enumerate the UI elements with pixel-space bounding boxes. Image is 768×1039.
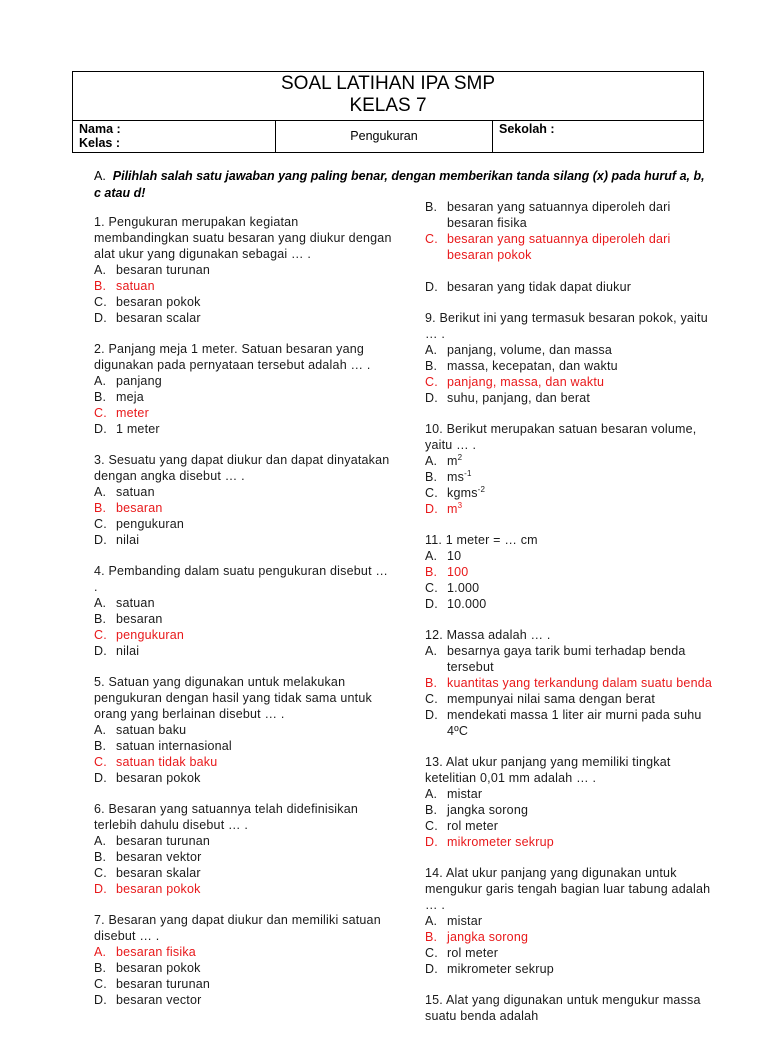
option-letter: D.	[425, 708, 438, 722]
option-letter: C.	[425, 486, 438, 500]
question-text: 3. Sesuatu yang dapat diukur dan dapat dinyatakan dengan angka disebut … .	[94, 453, 390, 483]
option-letter: B.	[94, 739, 107, 753]
question-block	[425, 532, 715, 612]
option-letter: C.	[94, 866, 107, 880]
question-text: 15. Alat yang digunakan untuk mengukur massa suatu benda adalah	[425, 993, 701, 1023]
question-block	[425, 865, 715, 977]
answer-option	[94, 500, 394, 516]
option-text: 1.000	[447, 581, 480, 595]
option-text: panjang, volume, dan massa	[447, 343, 613, 357]
question-block	[94, 674, 394, 786]
question-text: 4. Pembanding dalam suatu pengukuran disebut … .	[94, 564, 389, 594]
answer-option	[94, 262, 394, 278]
question-block	[425, 627, 715, 739]
question-block	[94, 563, 394, 659]
option-superscript: -2	[477, 485, 486, 494]
answer-option	[425, 548, 715, 564]
option-letter: C.	[94, 295, 107, 309]
answer-option	[94, 849, 394, 865]
question-block	[425, 754, 715, 850]
answer-option	[425, 786, 715, 802]
option-text: $m^3$	[447, 501, 463, 516]
answer-option	[425, 199, 715, 231]
option-text: besaran yang satuannya diperoleh dari besaran fisika	[447, 200, 671, 230]
option-letter: B.	[425, 930, 438, 944]
right-column	[425, 199, 715, 1039]
option-text: mendekati massa 1 liter air murni pada suhu 4ºC	[447, 708, 702, 738]
option-letter: D.	[425, 280, 438, 294]
option-letter: A.	[425, 454, 438, 468]
option-text: $m^2$	[447, 453, 463, 468]
option-text: satuan tidak baku	[116, 755, 218, 769]
option-letter: D.	[94, 993, 107, 1007]
kelas-label: Kelas :	[79, 136, 120, 150]
option-letter: A.	[94, 596, 107, 610]
answer-option	[425, 564, 715, 580]
option-text: mempunyai nilai sama dengan berat	[447, 692, 656, 706]
option-text: nilai	[116, 644, 140, 658]
answer-option	[425, 675, 715, 691]
option-letter: B.	[425, 676, 438, 690]
option-letter: D.	[94, 771, 107, 785]
option-letter: C.	[94, 755, 107, 769]
question-text: 13. Alat ukur panjang yang memiliki tingkat ketelitian 0,01 mm adalah … .	[425, 755, 671, 785]
question-text: 5. Satuan yang digunakan untuk melakukan pengukuran dengan hasil yang tidak sama untuk orang yang berlainan disebut … .	[94, 675, 372, 721]
option-text: rol meter	[447, 946, 499, 960]
answer-option	[425, 501, 715, 517]
answer-option	[425, 691, 715, 707]
answer-option	[94, 754, 394, 770]
instruction	[94, 168, 714, 202]
option-letter: A.	[94, 834, 107, 848]
option-text: besaran pokok	[116, 882, 201, 896]
option-letter: C.	[94, 628, 107, 642]
option-letter: D.	[94, 882, 107, 896]
option-letter: B.	[425, 565, 438, 579]
answer-option	[94, 992, 394, 1008]
option-letter: A.	[94, 485, 107, 499]
option-text: besaran vector	[116, 993, 202, 1007]
answer-option	[425, 374, 715, 390]
option-letter: B.	[425, 803, 438, 817]
question-block	[425, 992, 715, 1024]
info-row	[73, 121, 703, 153]
answer-option	[94, 421, 394, 437]
answer-option	[425, 961, 715, 977]
question-block	[94, 801, 394, 897]
answer-option	[425, 707, 715, 739]
question-block	[94, 912, 394, 1008]
option-letter: B.	[425, 200, 438, 214]
option-superscript: 3	[457, 501, 463, 510]
option-letter: D.	[425, 962, 438, 976]
option-text: rol meter	[447, 819, 499, 833]
right-questions	[425, 310, 715, 1024]
option-letter: A.	[94, 374, 107, 388]
question-text: 9. Berikut ini yang termasuk besaran pokok, yaitu … .	[425, 311, 708, 341]
answer-option	[94, 738, 394, 754]
option-text: panjang	[116, 374, 162, 388]
option-text: mistar	[447, 787, 483, 801]
answer-option	[94, 310, 394, 326]
option-superscript: 2	[457, 453, 463, 462]
option-superscript: -1	[464, 469, 472, 478]
answer-option	[425, 469, 715, 485]
section-letter: A.	[94, 169, 106, 183]
option-text: besaran pokok	[116, 961, 201, 975]
option-text: besaran	[116, 501, 163, 515]
option-text: satuan	[116, 485, 155, 499]
option-letter: B.	[94, 501, 107, 515]
option-letter: A.	[425, 644, 438, 658]
answer-option	[94, 976, 394, 992]
answer-option	[94, 833, 394, 849]
option-text: besaran fisika	[116, 945, 196, 959]
option-text: pengukuran	[116, 628, 185, 642]
answer-option	[94, 627, 394, 643]
option-letter: C.	[425, 692, 438, 706]
question-block	[94, 341, 394, 437]
option-letter: B.	[94, 612, 107, 626]
option-letter: D.	[94, 422, 107, 436]
answer-option	[425, 596, 715, 612]
answer-option	[94, 373, 394, 389]
answer-option	[94, 770, 394, 786]
option-letter: B.	[94, 279, 107, 293]
question-text: 1. Pengukuran merupakan kegiatan membandingkan suatu besaran yang diukur dengan alat ukur yang digunakan sebagai … .	[94, 215, 392, 261]
answer-option	[425, 342, 715, 358]
answer-option	[94, 944, 394, 960]
option-letter: D.	[425, 391, 438, 405]
question-block	[94, 452, 394, 548]
option-text: kgms$^{-2}$	[447, 485, 486, 500]
option-letter: D.	[94, 533, 107, 547]
question-text: 7. Besaran yang dapat diukur dan memiliki satuan disebut … .	[94, 913, 381, 943]
left-column	[94, 214, 394, 1023]
option-text: satuan	[116, 279, 155, 293]
option-text: besarnya gaya tarik bumi terhadap benda tersebut	[447, 644, 686, 674]
answer-option	[94, 405, 394, 421]
option-letter: C.	[425, 375, 438, 389]
answer-option	[94, 722, 394, 738]
answer-option	[425, 802, 715, 818]
answer-option	[425, 643, 715, 675]
option-letter: B.	[425, 470, 438, 484]
question-text: 12. Massa adalah … .	[425, 628, 551, 642]
topic-cell: Pengukuran	[276, 121, 493, 153]
header-box	[72, 71, 704, 153]
option-text: besaran yang tidak dapat diukur	[447, 280, 632, 294]
question-text: 14. Alat ukur panjang yang digunakan untuk mengukur garis tengah bagian luar tabung adalah … .	[425, 866, 711, 912]
option-text: besaran skalar	[116, 866, 201, 880]
option-letter: A.	[94, 263, 107, 277]
answer-option	[425, 390, 715, 406]
answer-option	[425, 279, 715, 295]
option-text: panjang, massa, dan waktu	[447, 375, 605, 389]
option-text: massa, kecepatan, dan waktu	[447, 359, 618, 373]
option-text: nilai	[116, 533, 140, 547]
option-letter: C.	[94, 406, 107, 420]
option-text: satuan	[116, 596, 155, 610]
option-letter: A.	[425, 914, 438, 928]
option-text: kuantitas yang terkandung dalam suatu benda	[447, 676, 713, 690]
option-text: 10.000	[447, 597, 487, 611]
answer-option	[425, 231, 715, 263]
instruction-text: Pilihlah salah satu jawaban yang paling benar, dengan memberikan tanda silang (x) pada huruf a, b, c atau d!	[94, 169, 705, 200]
answer-option	[94, 484, 394, 500]
answer-option	[94, 278, 394, 294]
answer-option	[94, 881, 394, 897]
worksheet-title: SOAL LATIHAN IPA SMP	[281, 73, 495, 94]
option-text: mikrometer sekrup	[447, 835, 554, 849]
nama-label: Nama :	[79, 122, 121, 136]
option-letter: D.	[94, 311, 107, 325]
answer-option	[94, 611, 394, 627]
question-text: 10. Berikut merupakan satuan besaran volume, yaitu … .	[425, 422, 697, 452]
question-block	[425, 310, 715, 406]
option-text: 10	[447, 549, 462, 563]
option-text: besaran turunan	[116, 977, 211, 991]
option-text: besaran	[116, 612, 163, 626]
option-letter: D.	[425, 835, 438, 849]
question-text: 2. Panjang meja 1 meter. Satuan besaran yang digunakan pada pernyataan tersebut adalah … .	[94, 342, 371, 372]
answer-option	[94, 516, 394, 532]
option-letter: A.	[425, 549, 438, 563]
worksheet-class: KELAS 7	[349, 95, 427, 116]
option-text: meja	[116, 390, 144, 404]
name-class-cell	[73, 121, 276, 153]
option-text: jangka sorong	[447, 803, 529, 817]
answer-option	[425, 834, 715, 850]
option-text: 100	[447, 565, 469, 579]
answer-option	[425, 818, 715, 834]
option-text: besaran turunan	[116, 263, 211, 277]
question-block	[94, 214, 394, 326]
answer-option	[94, 294, 394, 310]
option-letter: B.	[94, 850, 107, 864]
option-letter: B.	[94, 961, 107, 975]
option-text: besaran scalar	[116, 311, 201, 325]
option-letter: A.	[94, 945, 107, 959]
answer-option	[425, 929, 715, 945]
answer-option	[94, 389, 394, 405]
option-text: besaran vektor	[116, 850, 202, 864]
option-letter: C.	[425, 232, 438, 246]
answer-option	[94, 960, 394, 976]
option-letter: C.	[94, 977, 107, 991]
question-8-continued	[425, 199, 715, 295]
option-letter: A.	[94, 723, 107, 737]
question-text: 6. Besaran yang satuannya telah didefinisikan terlebih dahulu disebut … .	[94, 802, 359, 832]
answer-option	[425, 453, 715, 469]
option-letter: B.	[94, 390, 107, 404]
option-text: satuan baku	[116, 723, 187, 737]
option-letter: C.	[425, 581, 438, 595]
option-letter: C.	[94, 517, 107, 531]
option-letter: C.	[425, 819, 438, 833]
option-letter: D.	[94, 644, 107, 658]
option-text: satuan internasional	[116, 739, 232, 753]
question-text: 11. 1 meter = … cm	[425, 533, 538, 547]
option-text: besaran pokok	[116, 295, 201, 309]
sekolah-label: Sekolah :	[499, 122, 555, 136]
answer-option	[94, 865, 394, 881]
answer-option	[425, 945, 715, 961]
answer-option	[425, 913, 715, 929]
option-letter: B.	[425, 359, 438, 373]
option-text: besaran pokok	[116, 771, 201, 785]
title-row	[73, 72, 703, 121]
answer-option	[94, 532, 394, 548]
question-block	[425, 421, 715, 517]
option-text: 1 meter	[116, 422, 160, 436]
option-text: meter	[116, 406, 149, 420]
option-letter: D.	[425, 597, 438, 611]
answer-option	[425, 485, 715, 501]
answer-option	[94, 643, 394, 659]
option-letter: A.	[425, 343, 438, 357]
answer-option	[425, 358, 715, 374]
answer-option	[94, 595, 394, 611]
option-letter: C.	[425, 946, 438, 960]
option-text: suhu, panjang, dan berat	[447, 391, 591, 405]
option-text: besaran turunan	[116, 834, 211, 848]
option-text: pengukuran	[116, 517, 185, 531]
answer-option	[425, 580, 715, 596]
option-text: mikrometer sekrup	[447, 962, 554, 976]
option-letter: D.	[425, 502, 438, 516]
option-letter: A.	[425, 787, 438, 801]
option-text: jangka sorong	[447, 930, 529, 944]
option-text: mistar	[447, 914, 483, 928]
option-text: $ms^{-1}$	[447, 469, 472, 484]
option-text: besaran yang satuannya diperoleh dari besaran pokok	[447, 232, 671, 262]
